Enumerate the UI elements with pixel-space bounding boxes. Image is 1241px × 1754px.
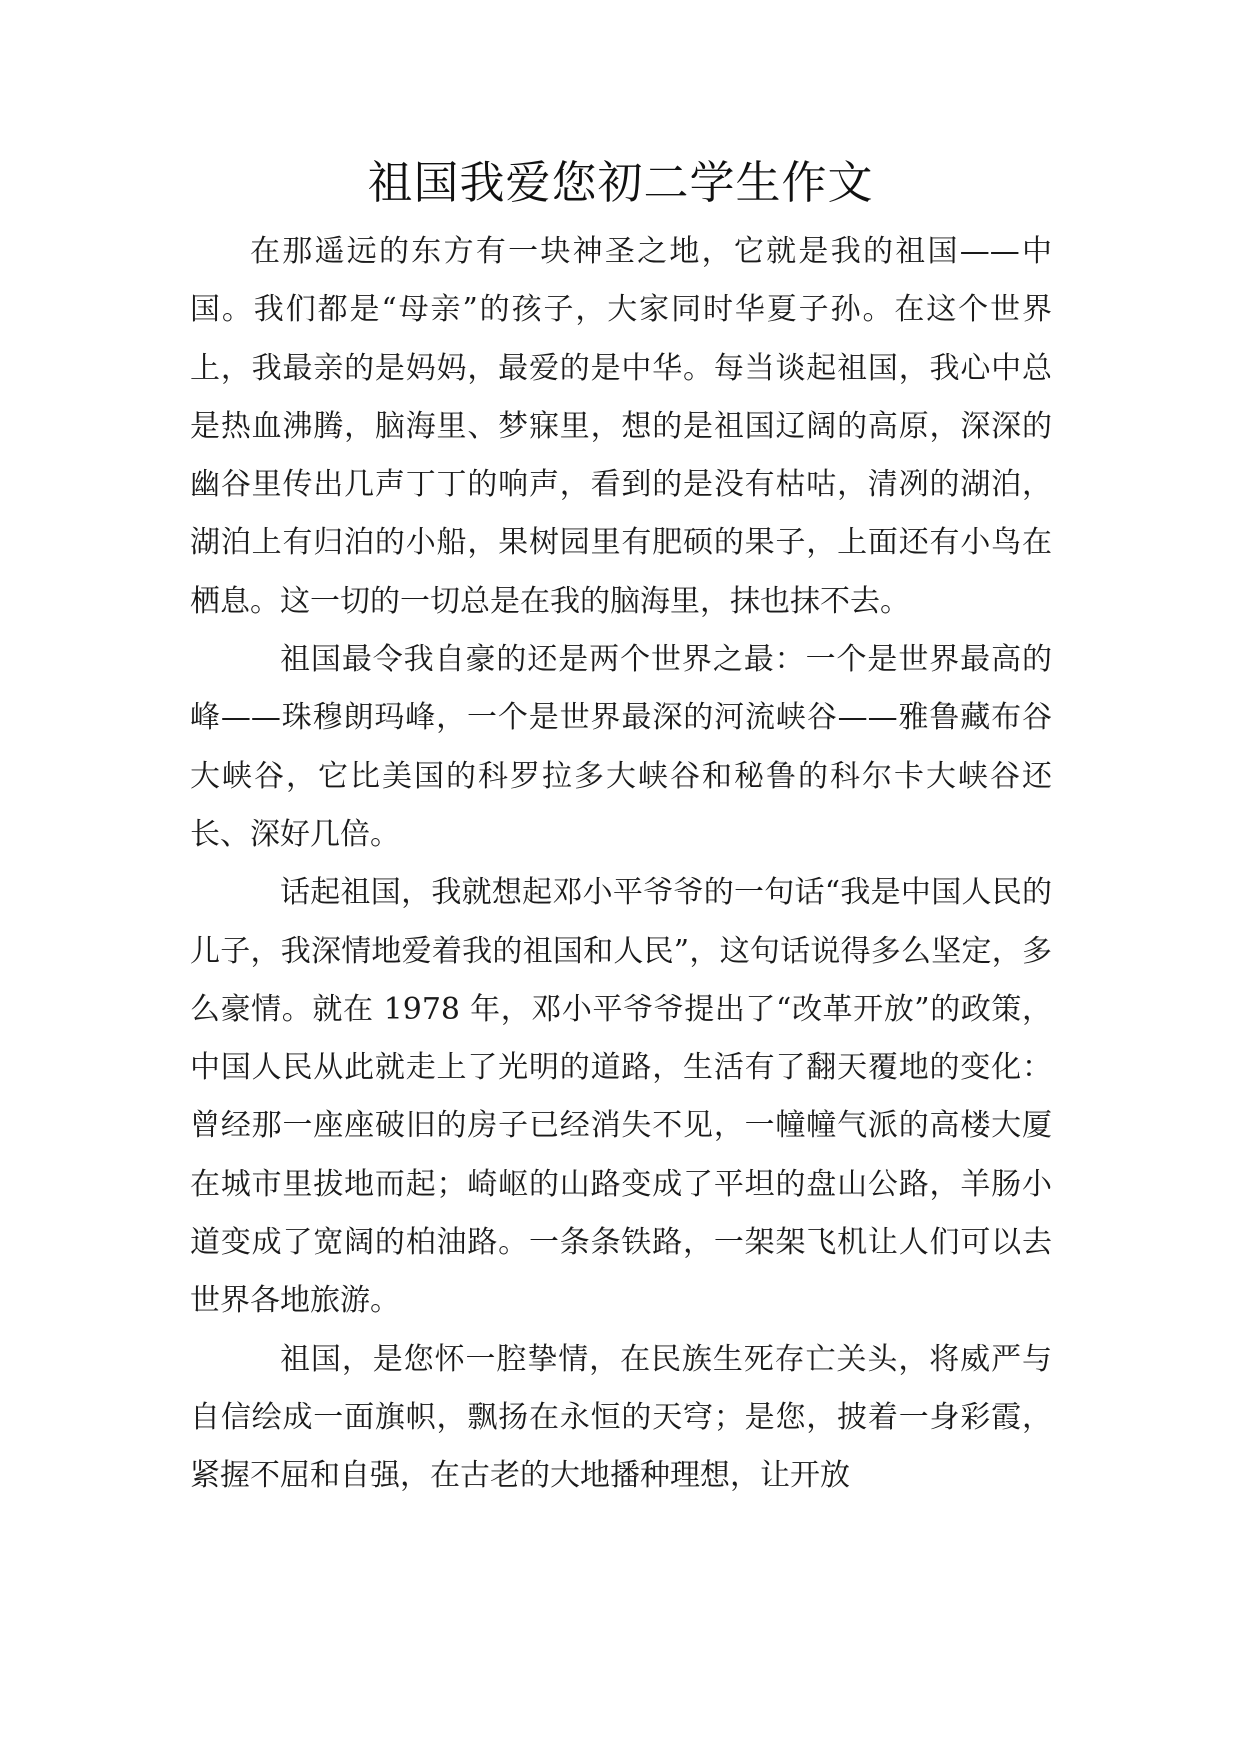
paragraph-2: 祖国最令我自豪的还是两个世界之最：一个是世界最高的峰——珠穆朗玛峰，一个是世界最深的河流峡谷——雅鲁藏布谷大峡谷，它比美国的科罗拉多大峡谷和秘鲁的科尔卡大峡谷还长、深好几倍。 bbox=[190, 642, 1052, 852]
document-title: 祖国我爱您初二学生作文 bbox=[367, 156, 874, 209]
paragraph-1: 在那遥远的东方有一块神圣之地，它就是我的祖国——中国。我们都是“母亲”的孩子，大家同时华夏子孙。在这个世界上，我最亲的是妈妈，最爱的是中华。每当谈起祖国，我心中总是热血沸腾，脑海里、梦寐里，想的是祖国辽阔的高原，深深的幽谷里传出几声丁丁的响声，看到的是没有枯咕，清冽的湖泊，湖泊上有归泊的小船，果树园里有肥硕的果子，上面还有小鸟在栖息。这一切的一切总是在我的脑海里，抹也抹不去。 bbox=[190, 234, 1052, 619]
document-body bbox=[190, 223, 1052, 1506]
paragraph-4: 祖国，是您怀一腔挚情，在民族生死存亡关头，将威严与自信绘成一面旗帜，飘扬在永恒的天穹；是您，披着一身彩霞，紧握不屈和自强，在古老的大地播种理想，让开放 bbox=[190, 1341, 1052, 1494]
paragraph-3: 话起祖国，我就想起邓小平爷爷的一句话“我是中国人民的儿子，我深情地爱着我的祖国和人民”，这句话说得多么坚定，多么豪情。就在 1978 年，邓小平爷爷提出了“改革开放”的政策，中国人民从此就走上了光明的道路，生活有了翻天覆地的变化：曾经那一座座破旧的房子已经消失不见，一幢幢气派的高楼大厦在城市里拔地而起；崎岖的山路变成了平坦的盘山公路，羊肠小道变成了宽阔的柏油路。一条条铁路，一架架飞机让人们可以去世界各地旅游。 bbox=[190, 875, 1052, 1319]
